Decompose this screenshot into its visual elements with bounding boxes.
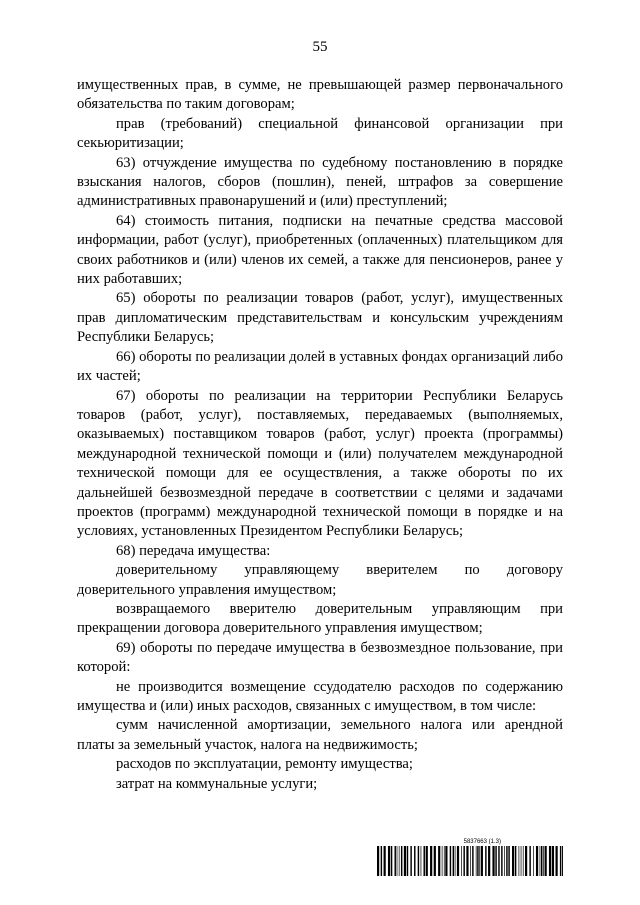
barcode-code: 5837663 (1.3) xyxy=(463,839,501,845)
paragraph: 66) обороты по реализации долей в уставных фондах организаций либо их частей; xyxy=(77,348,563,385)
document-body xyxy=(77,76,563,794)
paragraph: возвращаемого вверителю доверительным управляющим при прекращении договора доверительного управления имуществом; xyxy=(77,600,563,637)
barcode-block xyxy=(377,838,563,876)
paragraph: прав (требований) специальной финансовой организации при секьюритизации; xyxy=(77,115,563,152)
paragraph: 64) стоимость питания, подписки на печатные средства массовой информации, работ (услуг), приобретенных (оплаченных) плательщиком для своих работников и (или) членов их семей, а также для пенсионеров, ранее у них работавших; xyxy=(77,212,563,288)
paragraph: доверительному управляющему вверителем по договору доверительного управления имуществом; xyxy=(77,562,563,598)
paragraph: затрат на коммунальные услуги; xyxy=(116,775,318,792)
paragraph: не производится возмещение ссудодателю расходов по содержанию имущества и (или) иных расходов, связанных с имуществом, в том числе: xyxy=(77,678,563,714)
paragraph: имущественных прав, в сумме, не превышающей размер первоначального обязательства по таким договорам; xyxy=(77,77,563,113)
paragraph: расходов по эксплуатации, ремонту имущества; xyxy=(116,756,413,773)
page-number: 55 xyxy=(312,39,328,55)
paragraph: 68) передача имущества: xyxy=(116,542,271,559)
paragraph: 63) отчуждение имущества по судебному постановлению в порядке взыскания налогов, сборов (пошлин), пеней, штрафов за совершение административных правонарушений и (или) преступлений; xyxy=(77,154,563,210)
paragraph: 65) обороты по реализации товаров (работ, услуг), имущественных прав дипломатическим представительствам и консульским учреждениям Республики Беларусь; xyxy=(77,290,563,346)
paragraph: 67) обороты по реализации на территории Республики Беларусь товаров (работ, услуг), поставляемых, передаваемых (выполняемых, оказываемых) поставщиком товаров (работ, услуг) проекта (программы) международной технической помощи и (или) получателем международной технической помощи для ее осуществления, а также обороты по их дальнейшей безвозмездной передаче в соответствии с целями и задачами проектов (программ) международной технической помощи в порядке и на условиях, установленных Президентом Республики Беларусь; xyxy=(77,387,563,540)
barcode-image xyxy=(377,846,563,876)
paragraph: 69) обороты по передаче имущества в безвозмездное пользование, при которой: xyxy=(77,639,563,676)
paragraph: сумм начисленной амортизации, земельного налога или арендной платы за земельный участок, налога на недвижимость; xyxy=(77,717,563,753)
